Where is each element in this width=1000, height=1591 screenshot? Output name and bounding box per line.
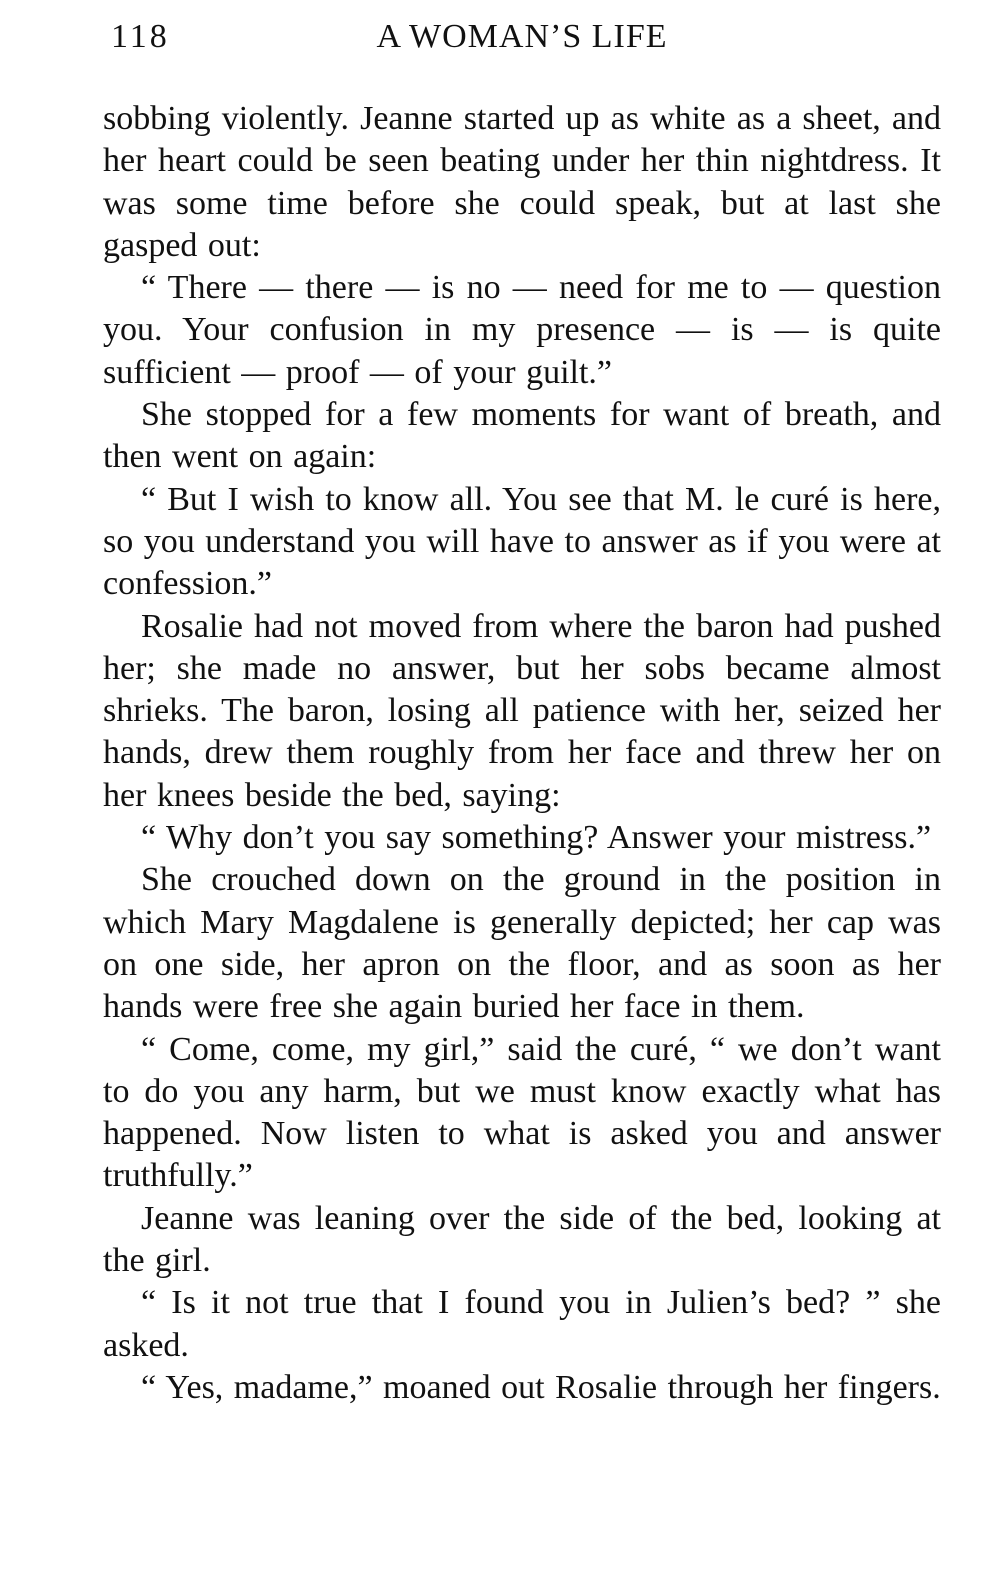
- paragraph: “ Yes, madame,” moaned out Rosalie through her fingers.: [141, 1368, 941, 1406]
- paragraph: “ Why don’t you say something? Answer your mistress.”: [141, 819, 932, 857]
- paragraph: “ There — there — is no — need for me to — question you. Your confusion in my presence — is — is quite sufficient — proof — of your guilt.”: [103, 269, 941, 391]
- paragraph: She stopped for a few moments for want of breath, and then went on again:: [103, 396, 941, 476]
- paragraph: “ Come, come, my girl,” said the curé, “ we don’t want to do you any harm, but we must know exactly what has happened. Now listen to what is asked you and answer truthfully.”: [103, 1030, 941, 1195]
- paragraph: “ But I wish to know all. You see that M. le curé is here, so you understand you will have to answer as if you were at confession.”: [103, 480, 941, 603]
- page-number: 118: [111, 18, 170, 55]
- paragraph: sobbing violently. Jeanne started up as white as a sheet, and her heart could be seen beating under her thin nightdress. It was some time before she could speak, but at last she gasped out:: [103, 100, 941, 264]
- paragraph: “ Is it not true that I found you in Julien’s bed? ” she asked.: [103, 1284, 941, 1364]
- book-page: [103, 18, 941, 1409]
- paragraph: Jeanne was leaning over the side of the bed, looking at the girl.: [103, 1199, 941, 1280]
- page-header: [103, 18, 941, 70]
- running-title: A WOMAN’S LIFE: [376, 18, 668, 55]
- paragraph: She crouched down on the ground in the position in which Mary Magdalene is generally depicted; her cap was on one side, her apron on the floor, and as soon as her hands were free she again buried her face in them.: [103, 861, 941, 1026]
- body-text: [103, 98, 941, 1409]
- paragraph: Rosalie had not moved from where the baron had pushed her; she made no answer, but her sobs became almost shrieks. The baron, losing all patience with her, seized her hands, drew them roughly from her face and threw her on her knees beside the bed, saying:: [103, 607, 941, 814]
